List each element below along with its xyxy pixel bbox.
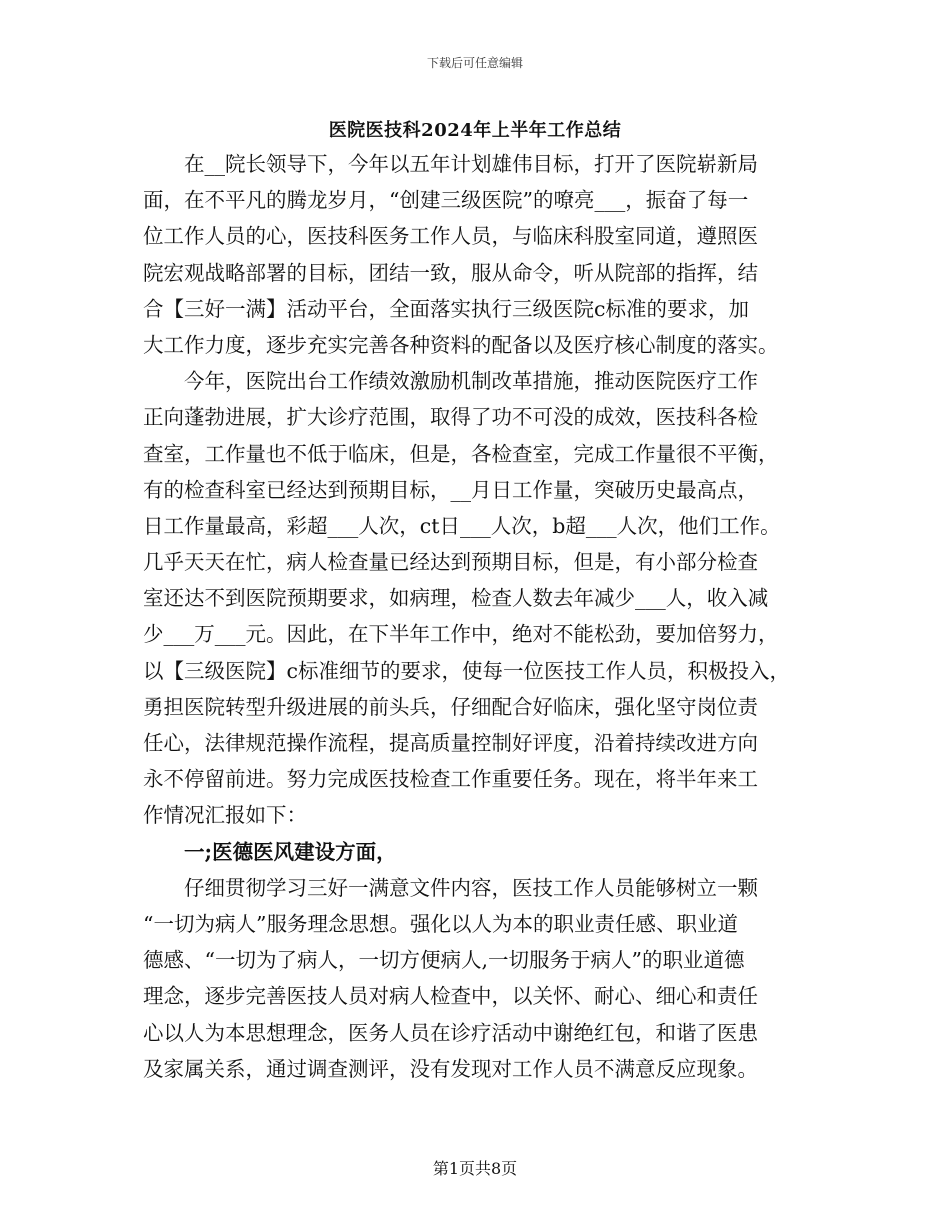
body-line: 永不停留前进。努力完成医技检查工作重要任务。现在，将半年来工	[143, 767, 758, 792]
body-line: 查室，工作量也不低于临床，但是，各检查室，完成工作量很不平衡，	[143, 441, 779, 466]
body-line: 日工作量最高，彩超___人次，ct日___人次，b超___人次，他们工作。	[143, 513, 781, 538]
body-line: 在__院长领导下，今年以五年计划雄伟目标，打开了医院崭新局	[143, 152, 758, 176]
body-line: 理念，逐步完善医技人员对病人检查中，以关怀、耐心、细心和责任	[143, 984, 758, 1009]
body-line: “一切为病人”服务理念思想。强化以人为本的职业责任感、职业道	[143, 911, 738, 936]
page-footer: 第1页共8页	[432, 1159, 518, 1178]
body-line: 院宏观战略部署的目标，团结一致，服从命令，听从院部的指挥，结	[143, 260, 758, 285]
section-heading: 一;医德医风建设方面，	[143, 839, 397, 864]
body-line: 作情况汇报如下：	[143, 803, 307, 828]
body-line: 德感、“一切为了病人，一切方便病人,一切服务于病人”的职业道德	[143, 948, 745, 973]
body-line: 勇担医院转型升级进展的前头兵，仔细配合好临床，强化坚守岗位责	[143, 694, 758, 719]
document-title: 医院医技科2024年上半年工作总结	[328, 120, 622, 141]
body-line: 及家属关系，通过调查测评，没有发现对工作人员不满意反应现象。	[143, 1056, 758, 1081]
body-line: 位工作人员的心，医技科医务工作人员，与临床科股室同道，遵照医	[143, 224, 758, 249]
body-line: 大工作力度，逐步充实完善各种资料的配备以及医疗核心制度的落实。	[143, 332, 779, 357]
header-note: 下载后可任意编辑	[426, 56, 523, 70]
body-line: 合【三好一满】活动平台，全面落实执行三级医院c标准的要求，加	[143, 296, 749, 321]
document-body	[143, 146, 833, 1087]
body-line: 少___万___元。因此，在下半年工作中，绝对不能松劲，要加倍努力，	[143, 622, 779, 647]
body-line: 面，在不平凡的腾龙岁月，“创建三级医院”的嘹亮___，振奋了每一	[143, 188, 749, 213]
body-line: 正向蓬勃进展，扩大诊疗范围，取得了功不可没的成效，医技科各检	[143, 405, 758, 430]
body-line: 室还达不到医院预期要求，如病理，检查人数去年减少___人，收入减	[143, 586, 769, 611]
body-line: 今年，医院出台工作绩效激励机制改革措施，推动医院医疗工作	[143, 369, 758, 394]
body-line: 有的检查科室已经达到预期目标，__月日工作量，突破历史最高点，	[143, 477, 758, 502]
body-line: 任心，法律规范操作流程，提高质量控制好评度，沿着持续改进方向	[143, 731, 758, 755]
body-line: 以【三级医院】c标准细节的要求，使每一位医技工作人员，积极投入，	[143, 658, 790, 683]
body-line: 仔细贯彻学习三好一满意文件内容，医技工作人员能够树立一颗	[143, 875, 758, 900]
body-line: 心以人为本思想理念，医务人员在诊疗活动中谢绝红包，和谐了医患	[143, 1020, 758, 1045]
body-line: 几乎天天在忙，病人检查量已经达到预期目标，但是，有小部分检查	[143, 550, 758, 575]
